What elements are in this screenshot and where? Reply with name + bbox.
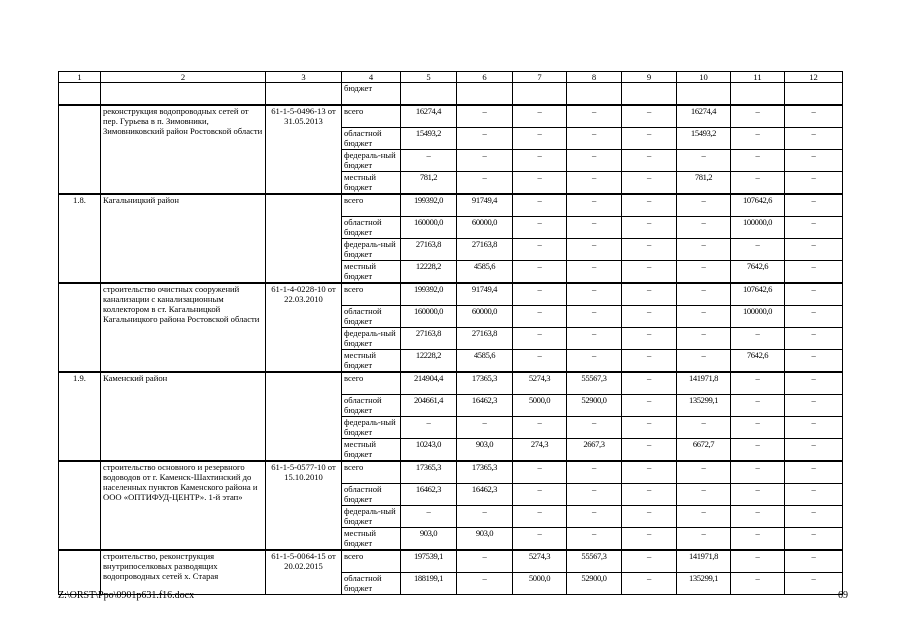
column-header: 6	[457, 72, 513, 83]
amount-cell: 5274,3	[513, 372, 567, 395]
amount-cell: –	[622, 150, 677, 172]
project-name: Кагальницкий район	[101, 194, 266, 283]
amount-cell: –	[785, 172, 843, 195]
amount-cell: 214904,4	[401, 372, 457, 395]
funding-source: федераль-ный бюджет	[342, 328, 401, 350]
amount-cell: –	[785, 484, 843, 506]
amount-cell: –	[731, 573, 785, 595]
amount-cell: 15493,2	[677, 128, 731, 150]
funding-source: областной бюджет	[342, 395, 401, 417]
amount-cell: 903,0	[401, 528, 457, 551]
amount-cell: –	[622, 350, 677, 373]
amount-cell: 100000,0	[731, 217, 785, 239]
amount-cell: –	[622, 550, 677, 573]
amount-cell: 52900,0	[567, 395, 622, 417]
amount-cell: –	[513, 217, 567, 239]
amount-cell: –	[622, 328, 677, 350]
amount-cell: –	[677, 150, 731, 172]
amount-cell: –	[785, 417, 843, 439]
amount-cell: –	[513, 461, 567, 484]
funding-source: всего	[342, 105, 401, 128]
amount-cell: –	[513, 528, 567, 551]
funding-source: федераль-ный бюджет	[342, 417, 401, 439]
project-code	[266, 194, 342, 283]
funding-source: местный бюджет	[342, 528, 401, 551]
amount-cell: –	[731, 239, 785, 261]
amount-cell: –	[513, 239, 567, 261]
amount-cell: 16462,3	[457, 484, 513, 506]
amount-cell: –	[677, 328, 731, 350]
amount-cell: 91749,4	[457, 283, 513, 306]
amount-cell: –	[457, 550, 513, 573]
amount-cell: –	[785, 528, 843, 551]
amount-cell: –	[567, 461, 622, 484]
column-header: 1	[59, 72, 101, 83]
funding-source: федераль-ный бюджет	[342, 506, 401, 528]
amount-cell: 16274,4	[677, 105, 731, 128]
amount-cell: 17365,3	[401, 461, 457, 484]
amount-cell: 16462,3	[457, 395, 513, 417]
amount-cell: –	[567, 239, 622, 261]
amount-cell: –	[731, 372, 785, 395]
amount-cell: –	[677, 217, 731, 239]
amount-cell: –	[785, 439, 843, 462]
amount-cell: –	[785, 461, 843, 484]
amount-cell: –	[622, 128, 677, 150]
table-row	[59, 105, 843, 128]
amount-cell: –	[731, 506, 785, 528]
column-header: 12	[785, 72, 843, 83]
amount-cell: –	[731, 439, 785, 462]
column-header: 2	[101, 72, 266, 83]
amount-cell: 199392,0	[401, 194, 457, 217]
amount-cell: –	[785, 350, 843, 373]
table-row	[59, 461, 843, 484]
amount-cell: –	[513, 506, 567, 528]
row-number	[59, 283, 101, 372]
table-row	[59, 283, 843, 306]
amount-cell: 141971,8	[677, 550, 731, 573]
amount-cell	[731, 83, 785, 106]
amount-cell: –	[785, 573, 843, 595]
amount-cell: –	[785, 395, 843, 417]
column-header: 5	[401, 72, 457, 83]
amount-cell: –	[677, 484, 731, 506]
amount-cell: –	[567, 506, 622, 528]
amount-cell: –	[567, 105, 622, 128]
column-header: 9	[622, 72, 677, 83]
header-row	[59, 72, 843, 83]
amount-cell: 2667,3	[567, 439, 622, 462]
row-number	[59, 83, 101, 106]
amount-cell: –	[513, 128, 567, 150]
column-header: 3	[266, 72, 342, 83]
table-row	[59, 194, 843, 217]
amount-cell: –	[513, 306, 567, 328]
amount-cell: –	[731, 395, 785, 417]
amount-cell: 197539,1	[401, 550, 457, 573]
funding-source: местный бюджет	[342, 172, 401, 195]
column-header: 10	[677, 72, 731, 83]
amount-cell: –	[731, 528, 785, 551]
project-name	[101, 83, 266, 106]
amount-cell: 188199,1	[401, 573, 457, 595]
amount-cell: –	[731, 328, 785, 350]
amount-cell: –	[457, 128, 513, 150]
amount-cell: –	[622, 417, 677, 439]
amount-cell: –	[567, 128, 622, 150]
amount-cell: –	[622, 461, 677, 484]
amount-cell: 107642,6	[731, 283, 785, 306]
funding-source: областной бюджет	[342, 484, 401, 506]
amount-cell: –	[513, 328, 567, 350]
amount-cell: 15493,2	[401, 128, 457, 150]
amount-cell: –	[622, 283, 677, 306]
amount-cell: 27163,8	[401, 328, 457, 350]
amount-cell: 12228,2	[401, 261, 457, 284]
project-name: строительство, реконструкция внутрипоселковых разводящих водопроводных сетей х. Старая	[101, 550, 266, 595]
funding-source: всего	[342, 283, 401, 306]
amount-cell: 10243,0	[401, 439, 457, 462]
amount-cell: –	[677, 528, 731, 551]
amount-cell: –	[513, 172, 567, 195]
amount-cell: –	[677, 239, 731, 261]
amount-cell: 199392,0	[401, 283, 457, 306]
amount-cell: –	[785, 283, 843, 306]
amount-cell: 60000,0	[457, 217, 513, 239]
amount-cell: –	[567, 528, 622, 551]
file-path: Z:\ORST\Ppo\0901p631.f16.docx	[58, 590, 195, 601]
amount-cell: –	[677, 261, 731, 284]
table-row	[59, 372, 843, 395]
amount-cell	[457, 83, 513, 106]
amount-cell: –	[677, 350, 731, 373]
amount-cell: –	[567, 328, 622, 350]
amount-cell: –	[785, 217, 843, 239]
amount-cell: 7642,6	[731, 261, 785, 284]
amount-cell: –	[513, 194, 567, 217]
amount-cell: 781,2	[677, 172, 731, 195]
funding-source: областной бюджет	[342, 306, 401, 328]
amount-cell: –	[567, 217, 622, 239]
amount-cell: –	[785, 128, 843, 150]
amount-cell: 16462,3	[401, 484, 457, 506]
project-code	[266, 83, 342, 106]
column-header: 7	[513, 72, 567, 83]
amount-cell: 781,2	[401, 172, 457, 195]
amount-cell: –	[785, 105, 843, 128]
amount-cell: –	[457, 573, 513, 595]
amount-cell: –	[513, 150, 567, 172]
amount-cell: –	[677, 417, 731, 439]
amount-cell	[567, 83, 622, 106]
column-header: 8	[567, 72, 622, 83]
amount-cell: 160000,0	[401, 306, 457, 328]
amount-cell: –	[622, 573, 677, 595]
amount-cell: –	[457, 506, 513, 528]
amount-cell: –	[622, 395, 677, 417]
amount-cell: –	[622, 239, 677, 261]
amount-cell: –	[567, 150, 622, 172]
amount-cell	[677, 83, 731, 106]
amount-cell: 55567,3	[567, 550, 622, 573]
amount-cell: 4585,6	[457, 350, 513, 373]
amount-cell: –	[785, 239, 843, 261]
amount-cell: –	[622, 372, 677, 395]
budget-table	[58, 71, 843, 595]
funding-source: всего	[342, 372, 401, 395]
amount-cell: –	[785, 306, 843, 328]
amount-cell: 12228,2	[401, 350, 457, 373]
amount-cell: 27163,8	[457, 328, 513, 350]
project-name: строительство основного и резервного водоводов от г. Каменск-Шахтинский до населенных пунктов Каменского района и ООО «ОПТИФУД-ЦЕНТР». 1-й этап»	[101, 461, 266, 550]
amount-cell: 5000,0	[513, 395, 567, 417]
funding-source: федераль-ный бюджет	[342, 239, 401, 261]
amount-cell: –	[622, 172, 677, 195]
funding-source: всего	[342, 194, 401, 217]
amount-cell: –	[785, 372, 843, 395]
page-number: 69	[838, 590, 848, 601]
amount-cell: –	[785, 550, 843, 573]
amount-cell	[401, 83, 457, 106]
project-name: Каменский район	[101, 372, 266, 461]
amount-cell: –	[513, 484, 567, 506]
amount-cell: –	[622, 484, 677, 506]
amount-cell: 27163,8	[457, 239, 513, 261]
amount-cell: –	[513, 105, 567, 128]
amount-cell: 903,0	[457, 439, 513, 462]
project-code: 61-1-5-0577-10 от 15.10.2010	[266, 461, 342, 550]
amount-cell: –	[513, 350, 567, 373]
row-number	[59, 105, 101, 194]
row-number: 1.8.	[59, 194, 101, 283]
amount-cell: –	[567, 350, 622, 373]
amount-cell: –	[457, 105, 513, 128]
project-code: 61-1-4-0228-10 от 22.03.2010	[266, 283, 342, 372]
amount-cell: –	[622, 105, 677, 128]
amount-cell: –	[567, 417, 622, 439]
amount-cell: –	[567, 283, 622, 306]
funding-source: областной бюджет	[342, 573, 401, 595]
amount-cell: 91749,4	[457, 194, 513, 217]
amount-cell: 52900,0	[567, 573, 622, 595]
funding-source: местный бюджет	[342, 439, 401, 462]
amount-cell: 903,0	[457, 528, 513, 551]
amount-cell: –	[457, 150, 513, 172]
amount-cell	[622, 83, 677, 106]
amount-cell: –	[731, 484, 785, 506]
project-name: строительство очистных сооружений канализации с канализационным коллектором в ст. Кагальницкой Кагальницкого района Ростовской области	[101, 283, 266, 372]
amount-cell: –	[785, 261, 843, 284]
project-code	[266, 372, 342, 461]
amount-cell: –	[622, 306, 677, 328]
amount-cell: 5000,0	[513, 573, 567, 595]
amount-cell: 27163,8	[401, 239, 457, 261]
amount-cell: –	[677, 461, 731, 484]
funding-source: областной бюджет	[342, 128, 401, 150]
amount-cell: 17365,3	[457, 372, 513, 395]
amount-cell: 100000,0	[731, 306, 785, 328]
amount-cell: 141971,8	[677, 372, 731, 395]
amount-cell: –	[567, 261, 622, 284]
amount-cell: –	[622, 439, 677, 462]
amount-cell: 7642,6	[731, 350, 785, 373]
amount-cell: –	[401, 417, 457, 439]
row-number: 1.9.	[59, 372, 101, 461]
amount-cell: –	[731, 128, 785, 150]
project-name: реконструкция водопроводных сетей от пер. Гурьева в п. Зимовники, Зимовниковский район Ростовской области	[101, 105, 266, 194]
project-code: 61-1-5-0496-13 от 31.05.2013	[266, 105, 342, 194]
funding-source: федераль-ный бюджет	[342, 150, 401, 172]
amount-cell: –	[731, 105, 785, 128]
amount-cell: 135299,1	[677, 395, 731, 417]
amount-cell	[513, 83, 567, 106]
amount-cell	[785, 83, 843, 106]
amount-cell: –	[513, 261, 567, 284]
amount-cell: –	[622, 261, 677, 284]
project-code: 61-1-5-0064-15 от 20.02.2015	[266, 550, 342, 595]
funding-source: областной бюджет	[342, 217, 401, 239]
amount-cell: –	[785, 194, 843, 217]
amount-cell: –	[677, 306, 731, 328]
amount-cell: –	[731, 150, 785, 172]
amount-cell: –	[785, 150, 843, 172]
table-row	[59, 83, 843, 106]
funding-source: всего	[342, 461, 401, 484]
column-header: 4	[342, 72, 401, 83]
amount-cell: –	[731, 461, 785, 484]
funding-source: местный бюджет	[342, 261, 401, 284]
amount-cell: 4585,6	[457, 261, 513, 284]
amount-cell: –	[567, 306, 622, 328]
amount-cell: 135299,1	[677, 573, 731, 595]
amount-cell: –	[731, 172, 785, 195]
table-row	[59, 550, 843, 573]
amount-cell: –	[513, 417, 567, 439]
amount-cell: –	[401, 150, 457, 172]
amount-cell: –	[785, 506, 843, 528]
amount-cell: 16274,4	[401, 105, 457, 128]
column-header: 11	[731, 72, 785, 83]
funding-source: всего	[342, 550, 401, 573]
row-number	[59, 550, 101, 595]
amount-cell: –	[622, 506, 677, 528]
amount-cell: 55567,3	[567, 372, 622, 395]
amount-cell: 107642,6	[731, 194, 785, 217]
amount-cell: 17365,3	[457, 461, 513, 484]
amount-cell: 274,3	[513, 439, 567, 462]
amount-cell: –	[567, 172, 622, 195]
amount-cell: –	[622, 217, 677, 239]
amount-cell: –	[457, 417, 513, 439]
amount-cell: –	[513, 283, 567, 306]
amount-cell: –	[677, 283, 731, 306]
amount-cell: –	[785, 328, 843, 350]
amount-cell: –	[622, 194, 677, 217]
amount-cell: –	[677, 194, 731, 217]
amount-cell: –	[567, 484, 622, 506]
amount-cell: 6672,7	[677, 439, 731, 462]
amount-cell: –	[677, 506, 731, 528]
funding-source: местный бюджет	[342, 350, 401, 373]
amount-cell: 60000,0	[457, 306, 513, 328]
amount-cell: –	[457, 172, 513, 195]
amount-cell: 204661,4	[401, 395, 457, 417]
amount-cell: 160000,0	[401, 217, 457, 239]
funding-source: бюджет	[342, 83, 401, 106]
amount-cell: 5274,3	[513, 550, 567, 573]
amount-cell: –	[567, 194, 622, 217]
amount-cell: –	[731, 550, 785, 573]
amount-cell: –	[401, 506, 457, 528]
row-number	[59, 461, 101, 550]
amount-cell: –	[731, 417, 785, 439]
amount-cell: –	[622, 528, 677, 551]
